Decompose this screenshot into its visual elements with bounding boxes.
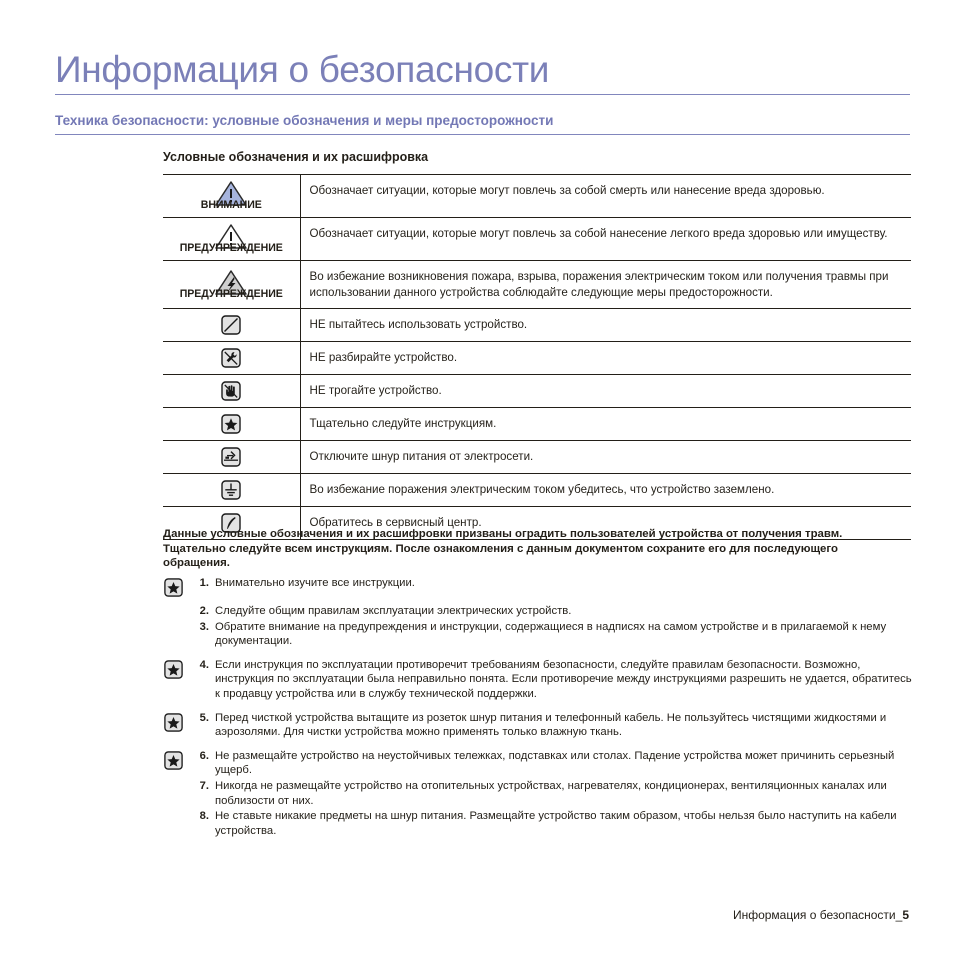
unplug-power-cord-icon	[220, 446, 242, 468]
warning-description: Обозначает ситуации, которые могут повлечь за собой смерть или нанесение вреда здоровью.	[300, 175, 911, 218]
list-star-slot	[163, 711, 193, 738]
page-title: Информация о безопасности	[55, 48, 910, 95]
list-item-number: 6.	[199, 749, 209, 762]
symbol-icon-cell	[163, 474, 300, 507]
warning-icon-cell	[163, 218, 300, 261]
warning-icon-cell	[163, 261, 300, 309]
table-row	[163, 309, 911, 342]
list-item-number: 5.	[199, 711, 209, 724]
section-title-container	[55, 112, 910, 135]
list-star-slot	[163, 604, 193, 605]
do-not-attempt-icon	[220, 314, 242, 336]
instructions-list	[163, 576, 913, 839]
page-footer	[733, 908, 909, 922]
do-not-touch-icon	[220, 380, 242, 402]
follow-instructions-star-icon	[163, 712, 184, 733]
symbol-icon-cell	[163, 441, 300, 474]
symbol-icon-cell	[163, 309, 300, 342]
follow-instructions-star-icon	[163, 659, 184, 680]
list-item-number: 4.	[199, 658, 209, 671]
list-star-slot	[163, 779, 193, 780]
symbol-description: НЕ пытайтесь использовать устройство.	[300, 309, 911, 342]
safety-note: Данные условные обозначения и их расшифровки призваны оградить пользователей устройства от получения травм. Тщательно следуйте всем инструкциям. После ознакомления с данным документом сохраните его для последующего обращения.	[163, 528, 843, 569]
table-row	[163, 474, 911, 507]
warning-description: Во избежание возникновения пожара, взрыва, поражения электрическим током или получения травмы при использовании данного устройства соблюдайте следующие меры предосторожности.	[300, 261, 911, 309]
list-item	[163, 620, 913, 649]
symbol-description: НЕ трогайте устройство.	[300, 375, 911, 408]
list-item	[163, 749, 913, 778]
ground-earth-icon	[220, 479, 242, 501]
warning-label: ПРЕДУПРЕЖДЕНИЕ	[179, 242, 283, 254]
list-star-slot	[163, 620, 193, 621]
table-row	[163, 261, 911, 309]
list-item	[163, 658, 913, 702]
warning-description: Обозначает ситуации, которые могут повлечь за собой нанесение легкого вреда здоровью или имуществу.	[300, 218, 911, 261]
list-star-slot	[163, 576, 193, 603]
list-item-text: Перед чисткой устройства вытащите из розеток шнур питания и телефонный кабель. Не пользуйтесь чистящими жидкостями и аэрозолями. Для чистки устройства можно применять только влажную ткань.	[215, 711, 887, 739]
follow-instructions-star-icon	[163, 577, 184, 598]
symbol-description: Обратитесь в сервисный центр.	[300, 507, 911, 540]
list-item-text: Не ставьте никакие предметы на шнур питания. Размещайте устройство таким образом, чтобы нельзя было наступить на кабели устройства.	[215, 810, 897, 837]
list-item	[163, 711, 913, 740]
table-row	[163, 342, 911, 375]
table-row	[163, 408, 911, 441]
warning-icon-cell	[163, 175, 300, 218]
symbol-icon-cell	[163, 408, 300, 441]
list-item-number: 3.	[199, 620, 209, 633]
list-star-slot	[163, 658, 193, 685]
list-star-slot	[163, 749, 193, 776]
list-item-number: 7.	[199, 779, 209, 792]
table-row	[163, 175, 911, 218]
table-row	[163, 375, 911, 408]
list-item-text: Не размещайте устройство на неустойчивых тележках, подставках или столах. Падение устройства может причинить серьезный ущерб.	[215, 749, 895, 777]
symbol-icon-cell	[163, 342, 300, 375]
list-item-text: Обратите внимание на предупреждения и инструкции, содержащиеся в надписях на самом устройстве и в прилагаемой к нему документации.	[215, 620, 887, 648]
section-title: Техника безопасности: условные обозначения и меры предосторожности	[55, 112, 910, 135]
do-not-disassemble-icon	[220, 347, 242, 369]
list-item-text: Если инструкция по эксплуатации противоречит требованиям безопасности, следуйте правилам безопасности. Возможно, инструкция по эксплуатации была неправильно понята. Если противоречие между инструкциями разрешить не удается, обратитесь к продавцу устройства или в службу технической поддержки.	[215, 658, 912, 700]
warning-label: ВНИМАНИЕ	[200, 199, 262, 211]
list-item-number: 8.	[199, 810, 209, 823]
table-row	[163, 218, 911, 261]
table-row	[163, 441, 911, 474]
warning-label: ПРЕДУПРЕЖДЕНИЕ	[179, 287, 283, 300]
follow-instructions-star-icon	[163, 750, 184, 771]
list-star-slot	[163, 809, 193, 810]
symbol-description: Тщательно следуйте инструкциям.	[300, 408, 911, 441]
footer-page-number: 5	[902, 908, 909, 922]
list-item	[163, 809, 913, 838]
list-item-number: 1.	[199, 577, 209, 589]
list-item	[163, 779, 913, 808]
symbol-description: Отключите шнур питания от электросети.	[300, 441, 911, 474]
sub-heading: Условные обозначения и их расшифровка	[163, 150, 429, 164]
list-item	[163, 576, 913, 603]
symbol-description: НЕ разбирайте устройство.	[300, 342, 911, 375]
list-item-number: 2.	[199, 605, 209, 617]
symbol-icon-cell	[163, 375, 300, 408]
follow-instructions-star-icon	[220, 413, 242, 435]
list-item-text: Никогда не размещайте устройство на отопительных устройствах, нагревателях, кондиционерах, вентиляционных каналах или поблизости от них.	[215, 779, 887, 807]
list-item-text: Следуйте общим правилам эксплуатации электрических устройств.	[215, 605, 572, 617]
page-title-container	[55, 48, 910, 95]
list-item-text: Внимательно изучите все инструкции.	[215, 577, 415, 589]
list-item	[163, 604, 913, 619]
footer-label: Информация о безопасности_	[732, 908, 903, 922]
symbol-description: Во избежание поражения электрическим током убедитесь, что устройство заземлено.	[300, 474, 911, 507]
symbols-table	[163, 174, 911, 540]
